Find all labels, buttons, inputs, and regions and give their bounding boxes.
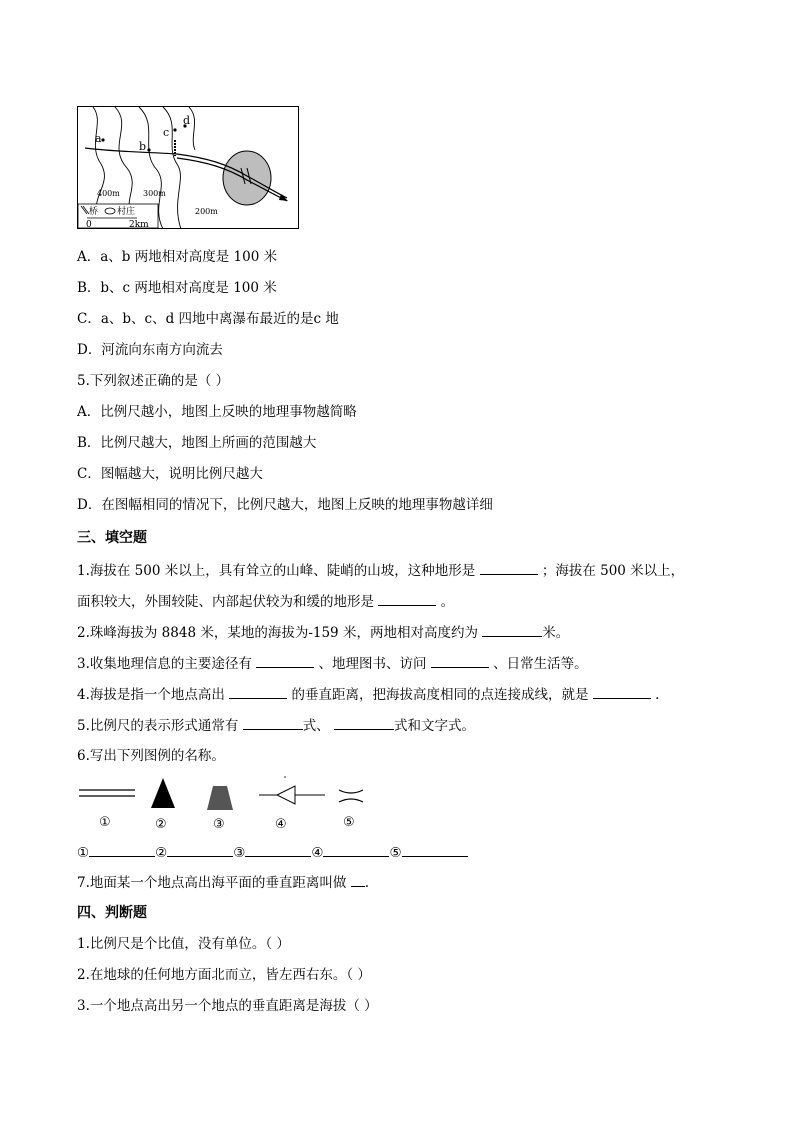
label-b: b bbox=[139, 140, 147, 153]
section3-title: 三、填空题 bbox=[77, 530, 147, 546]
legend-num-1: ① bbox=[99, 815, 111, 830]
scale-distance: 2km bbox=[129, 220, 149, 229]
section4-title: 四、判断题 bbox=[77, 905, 147, 921]
legend-num-2: ② bbox=[155, 817, 167, 832]
q5-option-d: D．在图幅相同的情况下，比例尺越大，地图上反映的地理事物越详细 bbox=[77, 497, 493, 513]
s3-q5-text-c: 式和文字式。 bbox=[393, 718, 475, 734]
s3-q4-text-b: 的垂直距离，把海拔高度相同的点连接成线，就是 bbox=[291, 687, 589, 703]
s3-q6-answers bbox=[77, 842, 468, 863]
s3-q7-line bbox=[77, 872, 369, 893]
s3-q6-stem: 6.写出下列图例的名称。 bbox=[77, 748, 225, 764]
legend-num-3: ③ bbox=[213, 817, 225, 832]
q4-option-a: A．a、b 两地相对高度是 100 米 bbox=[77, 249, 278, 265]
point-a bbox=[101, 138, 104, 141]
legend-village-text: 村庄 bbox=[117, 207, 136, 217]
symbol-3-trapezoid bbox=[207, 786, 233, 810]
contour-label-300: 300m bbox=[143, 189, 166, 198]
s3-q2-text-a: 2.珠峰海拔为 8848 米，某地的海拔为-159 米，两地相对高度约为 bbox=[77, 625, 478, 641]
s3-q1-line2 bbox=[77, 591, 454, 612]
s3-q1-text-a: 1.海拔在 500 米以上，具有耸立的山峰、陡峭的山坡，这种地形是 bbox=[77, 563, 476, 579]
s3-q5-blank-2[interactable] bbox=[334, 715, 394, 730]
label-d: d bbox=[183, 114, 191, 127]
s3-q5-text-a: 5.比例尺的表示形式通常有 bbox=[77, 718, 239, 734]
s4-item-2: 2.在地球的任何地方面北而立，皆左西右东。（ ） bbox=[77, 967, 371, 983]
s3-q3-text-b: 、地理图书、访问 bbox=[318, 656, 427, 672]
label-c: c bbox=[163, 126, 170, 139]
s3-q3-text-c: 、日常生活等。 bbox=[493, 656, 588, 672]
q4-option-c: C．a、b、c、d 四地中离瀑布最近的是c 地 bbox=[77, 311, 339, 327]
s3-q5-text-b: 式、 bbox=[302, 718, 330, 734]
s3-q4-line bbox=[77, 684, 659, 705]
legend-num-4: ④ bbox=[275, 817, 287, 832]
answer-num-5: ⑤ bbox=[389, 845, 402, 861]
answer-blank-5[interactable] bbox=[402, 842, 468, 857]
s3-q7-text-a: 7.地面某一个地点高出海平面的垂直距离叫做 bbox=[77, 875, 347, 891]
contour-label-400: 400m bbox=[97, 189, 120, 198]
answer-num-3: ③ bbox=[233, 845, 246, 861]
label-a: a bbox=[95, 132, 102, 145]
map-symbol-legend bbox=[77, 776, 377, 832]
answer-blank-2[interactable] bbox=[167, 842, 233, 857]
s3-q4-blank-2[interactable] bbox=[593, 684, 651, 699]
answer-blank-4[interactable] bbox=[323, 842, 389, 857]
point-b bbox=[147, 148, 150, 151]
s3-q3-text-a: 3.收集地理信息的主要途径有 bbox=[77, 656, 252, 672]
s3-q1-blank-1[interactable] bbox=[480, 560, 538, 575]
s3-q7-text-b: . bbox=[364, 875, 369, 891]
s3-q5-blank-1[interactable] bbox=[243, 715, 303, 730]
answer-num-4: ④ bbox=[311, 845, 324, 861]
s3-q7-blank[interactable] bbox=[351, 872, 365, 887]
village-legend-icon bbox=[105, 208, 115, 214]
symbol-2-triangle-peak bbox=[151, 778, 175, 808]
s4-item-1: 1.比例尺是个比值，没有单位。（ ） bbox=[77, 936, 290, 952]
q5-option-c: C．图幅越大，说明比例尺越大 bbox=[77, 466, 263, 482]
contour-map-figure bbox=[77, 106, 299, 229]
s3-q5-line bbox=[77, 715, 475, 736]
symbol-1-double-line bbox=[79, 790, 135, 796]
s3-q2-blank[interactable] bbox=[482, 622, 542, 637]
answer-blank-3[interactable] bbox=[245, 842, 311, 857]
contour-label-200: 200m bbox=[195, 207, 218, 216]
s3-q3-blank-1[interactable] bbox=[256, 653, 314, 668]
q5-option-a: A．比例尺越小，地图上反映的地理事物越简略 bbox=[77, 404, 357, 420]
s3-q2-text-b: 米。 bbox=[542, 625, 570, 641]
s3-q1-blank-2[interactable] bbox=[378, 591, 436, 606]
s4-item-3: 3.一个地点高出另一个地点的垂直距离是海拔（ ） bbox=[77, 998, 378, 1014]
answer-num-2: ② bbox=[155, 845, 168, 861]
scale-zero: 0 bbox=[86, 220, 92, 229]
symbol-5-cross-pass bbox=[339, 790, 363, 802]
answer-blank-1[interactable] bbox=[89, 842, 155, 857]
s3-q1-text-b: ；海拔在 500 米以上， bbox=[541, 563, 685, 579]
s3-q4-blank-1[interactable] bbox=[229, 684, 287, 699]
q5-stem: 5.下列叙述正确的是（ ） bbox=[77, 373, 230, 389]
s3-q3-line bbox=[77, 653, 588, 674]
symbol-4-airport-line bbox=[259, 776, 325, 804]
point-c bbox=[173, 128, 176, 131]
lake bbox=[223, 151, 271, 205]
s3-q1-line1 bbox=[77, 560, 684, 581]
legend-bridge-text: 桥 bbox=[89, 207, 99, 217]
q4-option-b: B．b、c 两地相对高度是 100 米 bbox=[77, 280, 277, 296]
q4-option-d: D．河流向东南方向流去 bbox=[77, 342, 223, 358]
s3-q2-line bbox=[77, 622, 569, 643]
answer-num-1: ① bbox=[77, 845, 90, 861]
s3-q1-text-c: 面积较大，外围较陡、内部起伏较为和缓的地形是 bbox=[77, 594, 374, 610]
q5-option-b: B．比例尺越大，地图上所画的范围越大 bbox=[77, 435, 317, 451]
s3-q4-text-c: . bbox=[655, 687, 660, 703]
s3-q1-text-d: 。 bbox=[440, 594, 455, 610]
s3-q3-blank-2[interactable] bbox=[431, 653, 489, 668]
legend-num-5: ⑤ bbox=[343, 815, 355, 830]
s3-q4-text-a: 4.海拔是指一个地点高出 bbox=[77, 687, 225, 703]
